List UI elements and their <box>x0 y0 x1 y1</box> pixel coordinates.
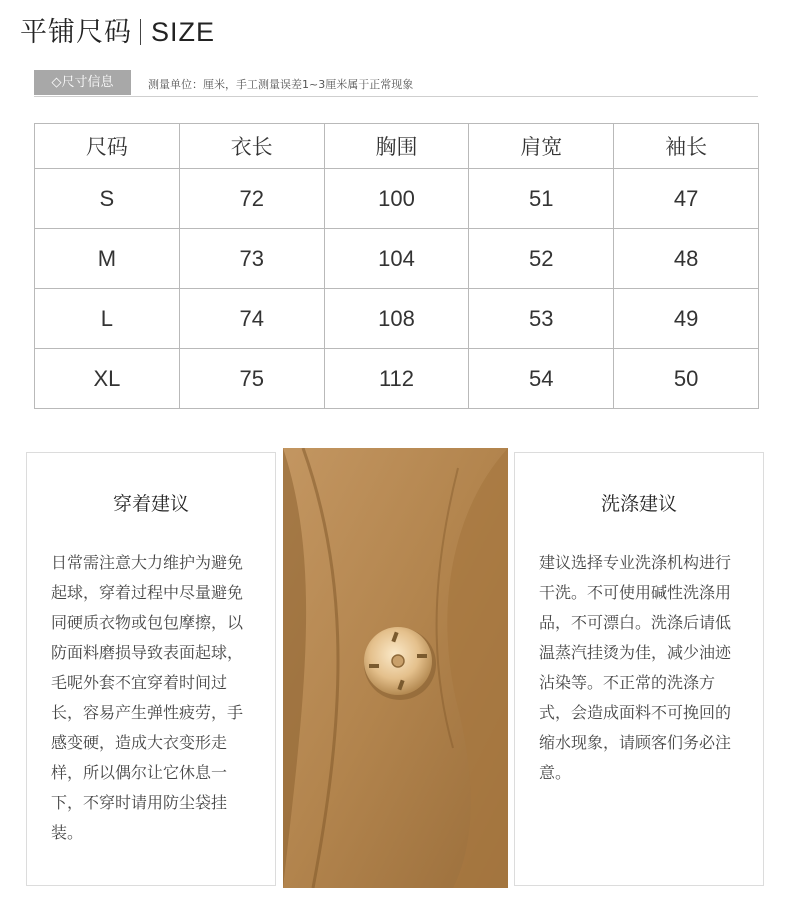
table-row <box>35 349 759 409</box>
table-row <box>35 229 759 289</box>
table-header-row <box>35 124 759 169</box>
wash-tips-text: 建议选择专业洗涤机构进行干洗。不可使用碱性洗涤用品，不可漂白。洗涤后请低温蒸汽挂烫为佳，减少油迹沾染等。不正常的洗涤方式，会造成面料不可挽回的缩水现象，请顾客们务必注意。 <box>539 553 732 782</box>
cell-shoulder: 53 <box>469 289 614 349</box>
wear-tips-text: 日常需注意大力维护为避免起球，穿着过程中尽量避免同硬质衣物或包包摩擦，以防面料磨损导致表面起球，毛呢外套不宜穿着时间过长，容易产生弹性疲劳，手感变硬，造成大衣变形走样，所以偶尔让它休息一下，不穿时请用防尘袋挂装。 <box>51 553 244 842</box>
wear-tips-card <box>26 452 276 886</box>
header-chest: 胸围 <box>324 124 469 169</box>
cell-length: 73 <box>179 229 324 289</box>
cell-shoulder: 52 <box>469 229 614 289</box>
cell-size: L <box>35 289 180 349</box>
cell-length: 74 <box>179 289 324 349</box>
table-row <box>35 289 759 349</box>
cell-size: XL <box>35 349 180 409</box>
cell-chest: 108 <box>324 289 469 349</box>
cell-chest: 112 <box>324 349 469 409</box>
cell-length: 75 <box>179 349 324 409</box>
title-cn: 平铺尺码 <box>20 17 132 48</box>
wash-tips-title: 洗涤建议 <box>600 493 677 515</box>
cell-sleeve: 48 <box>614 229 759 289</box>
cell-shoulder: 51 <box>469 169 614 229</box>
fabric-photo <box>283 448 508 888</box>
title-en: SIZE <box>151 17 216 47</box>
cell-sleeve: 47 <box>614 169 759 229</box>
cell-size: S <box>35 169 180 229</box>
size-info-tag: ◇尺寸信息 <box>34 70 131 95</box>
page-title <box>20 12 215 52</box>
cell-chest: 104 <box>324 229 469 289</box>
title-divider <box>140 19 141 45</box>
header-shoulder: 肩宽 <box>469 124 614 169</box>
cell-size: M <box>35 229 180 289</box>
cell-shoulder: 54 <box>469 349 614 409</box>
cell-sleeve: 49 <box>614 289 759 349</box>
size-info-bar <box>34 70 758 97</box>
header-length: 衣长 <box>179 124 324 169</box>
measurement-note: 测量单位：厘米，手工测量误差1~3厘米属于正常现象 <box>148 78 414 91</box>
header-sleeve: 袖长 <box>614 124 759 169</box>
fabric-image <box>283 448 508 888</box>
size-table <box>34 123 759 409</box>
table-row <box>35 169 759 229</box>
cell-chest: 100 <box>324 169 469 229</box>
cell-length: 72 <box>179 169 324 229</box>
cell-sleeve: 50 <box>614 349 759 409</box>
wash-tips-card <box>514 452 764 886</box>
header-size: 尺码 <box>35 124 180 169</box>
wear-tips-title: 穿着建议 <box>112 493 189 515</box>
